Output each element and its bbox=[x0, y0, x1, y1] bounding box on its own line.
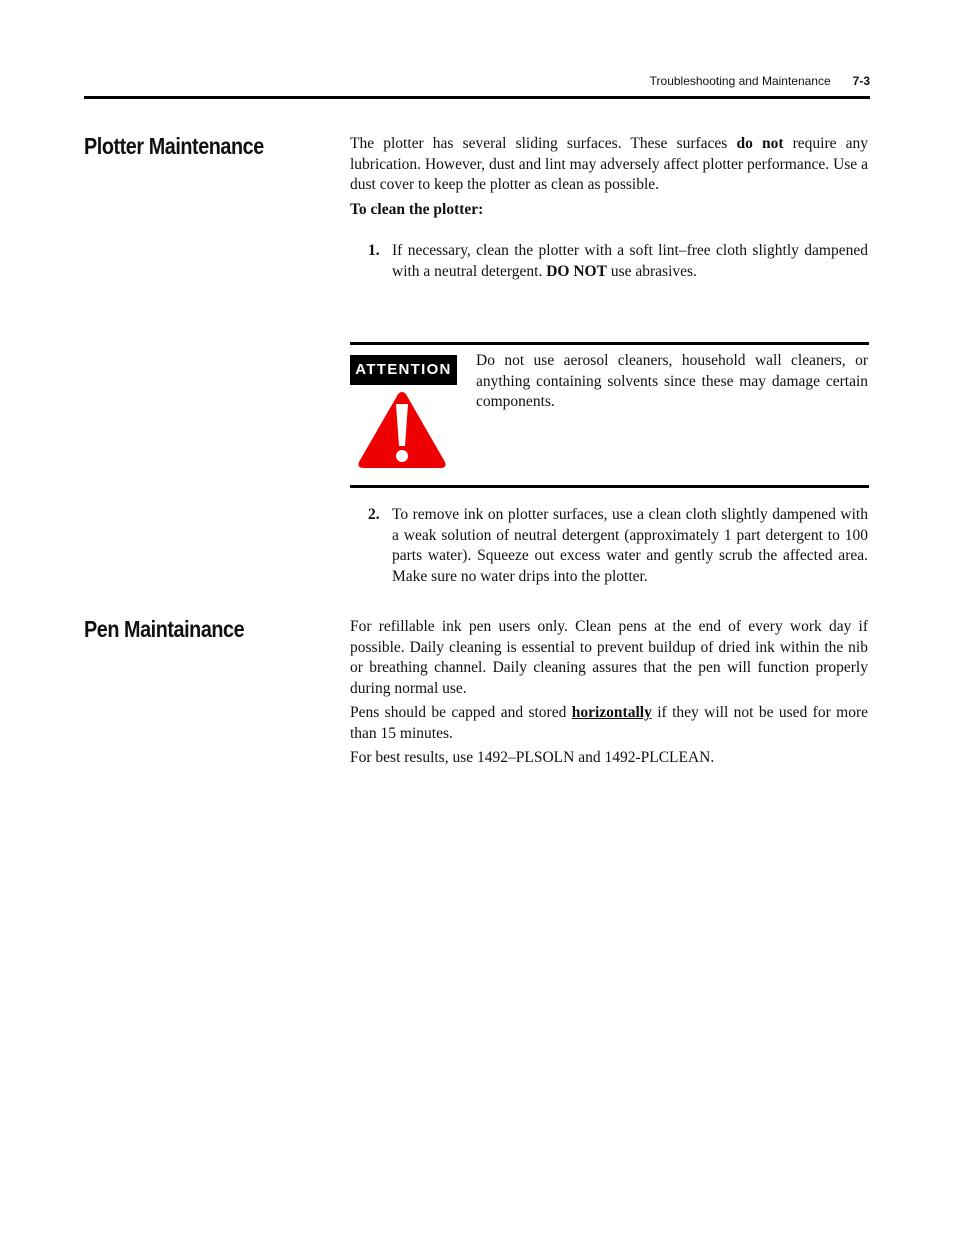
page-number: 7-3 bbox=[852, 74, 870, 88]
header-section-title: Troubleshooting and Maintenance bbox=[649, 74, 831, 88]
step-1-emphasis: DO NOT bbox=[546, 262, 607, 280]
plotter-intro-text-2: require any lubrication. However, dust and lint may adversely affect plotter performance. Use a dust cover to keep the plotter as clean as possible. bbox=[350, 135, 868, 193]
running-header bbox=[84, 74, 870, 88]
step-1-text bbox=[392, 241, 868, 282]
plotter-intro-text-1: The plotter has several sliding surfaces. These surfaces bbox=[350, 135, 737, 152]
attention-text: Do not use aerosol cleaners, household wall cleaners, or anything containing solvents since these may damage certain components. bbox=[476, 352, 868, 410]
step-2-text: To remove ink on plotter surfaces, use a clean cloth slightly dampened with a weak solution of neutral detergent (approximately 1 part detergent to 100 parts water). Squeeze out excess water and gently scrub the affected area. Make sure no water drips into the plotter. bbox=[392, 506, 868, 585]
step-2-number: 2. bbox=[368, 506, 380, 523]
clean-plotter-subheading: To clean the plotter: bbox=[350, 201, 484, 218]
step-1-text-2: use abrasives. bbox=[606, 262, 697, 280]
header-rule bbox=[84, 96, 870, 99]
plotter-intro-paragraph bbox=[350, 134, 868, 196]
pen-paragraph-1: For refillable ink pen users only. Clean pens at the end of every work day if possible. Daily cleaning is essential to prevent buildup of dried ink within the nib or breathing channel. Daily cleaning assures that the pen will function properly during normal use. bbox=[350, 618, 868, 697]
horizontally-emphasis: horizontally bbox=[571, 704, 652, 721]
warning-triangle-icon bbox=[356, 388, 448, 472]
attention-label: ATTENTION bbox=[350, 355, 457, 385]
pen-paragraph-2-text-2: if they will not be used for more than 15 minutes. bbox=[350, 704, 868, 742]
step-1 bbox=[368, 241, 868, 282]
step-1-number: 1. bbox=[368, 242, 380, 259]
pen-paragraph-2 bbox=[350, 703, 868, 744]
step-1-text-1: If necessary, clean the plotter with a soft lint–free cloth slightly dampened with a neutral detergent. bbox=[392, 242, 868, 280]
plotter-intro-emphasis: do not bbox=[736, 135, 784, 152]
exclamation-dot bbox=[396, 450, 408, 462]
attention-top-rule bbox=[350, 342, 869, 345]
attention-bottom-rule bbox=[350, 485, 869, 488]
pen-paragraph-3: For best results, use 1492–PLSOLN and 1492-PLCLEAN. bbox=[350, 749, 715, 766]
step-2 bbox=[368, 505, 868, 587]
plotter-maintenance-heading: Plotter Maintenance bbox=[84, 133, 264, 159]
pen-maintenance-heading: Pen Maintainance bbox=[84, 616, 245, 642]
pen-paragraph-2-text-1: Pens should be capped and stored bbox=[350, 704, 572, 721]
